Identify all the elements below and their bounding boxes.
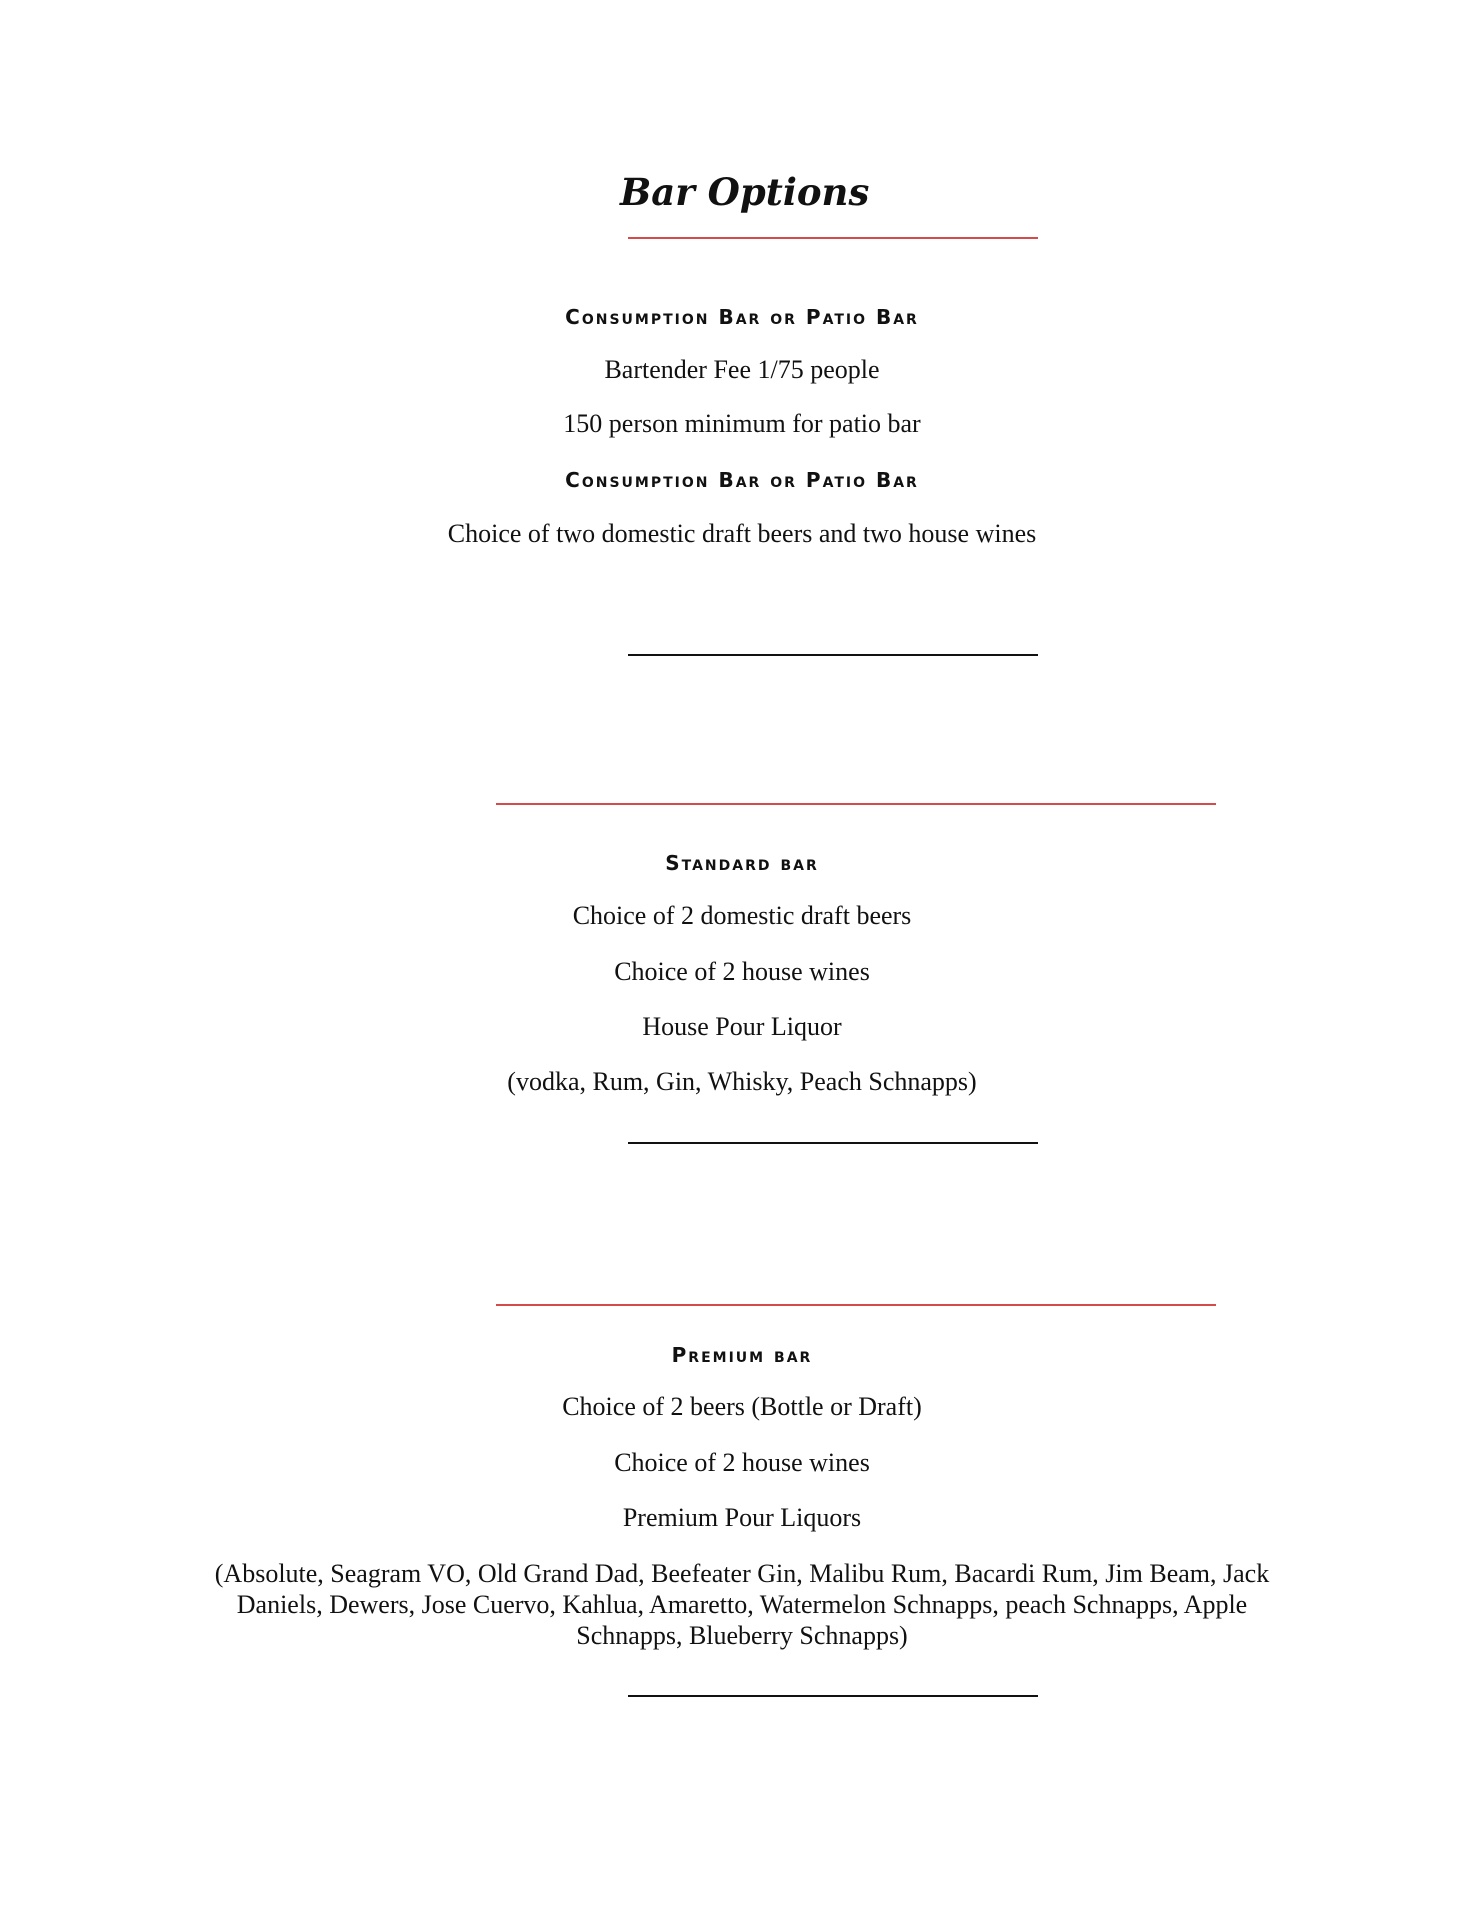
section-heading-standard: Standard bar bbox=[665, 851, 819, 875]
section-line: Choice of 2 beers (Bottle or Draft) bbox=[562, 1392, 922, 1421]
section-divider bbox=[628, 1695, 1038, 1697]
section-heading-consumption: Consumption Bar or Patio Bar bbox=[565, 305, 919, 329]
section-divider bbox=[628, 654, 1038, 656]
page-title: Bar Options bbox=[620, 170, 870, 214]
section-line: Choice of two domestic draft beers and two house wines bbox=[447, 519, 1037, 548]
section-line: (vodka, Rum, Gin, Whisky, Peach Schnapps) bbox=[507, 1067, 977, 1096]
section-line: 150 person minimum for patio bar bbox=[563, 409, 921, 438]
section-line: House Pour Liquor bbox=[642, 1012, 842, 1041]
section-line: Premium Pour Liquors bbox=[622, 1503, 862, 1532]
section-line: Bartender Fee 1/75 people bbox=[604, 355, 880, 384]
section-top-rule bbox=[496, 1304, 1216, 1306]
section-divider bbox=[628, 1142, 1038, 1144]
section-heading-premium: Premium bar bbox=[671, 1343, 813, 1367]
section-top-rule bbox=[496, 803, 1216, 805]
section-line: Choice of 2 house wines bbox=[614, 1448, 870, 1477]
section-line: Choice of 2 domestic draft beers bbox=[572, 901, 912, 930]
section-liquor-list: (Absolute, Seagram VO, Old Grand Dad, Beefeater Gin, Malibu Rum, Bacardi Rum, Jim Beam, Jack Daniels, Dewers, Jose Cuervo, Kahlua, Amaretto, Watermelon Schnapps, peach Schnapps, Apple Schnapps, Blueberry Schnapps) bbox=[214, 1559, 1270, 1650]
section-subheading-consumption: Consumption Bar or Patio Bar bbox=[565, 468, 919, 492]
title-underline bbox=[628, 237, 1038, 239]
section-line: Choice of 2 house wines bbox=[614, 957, 870, 986]
